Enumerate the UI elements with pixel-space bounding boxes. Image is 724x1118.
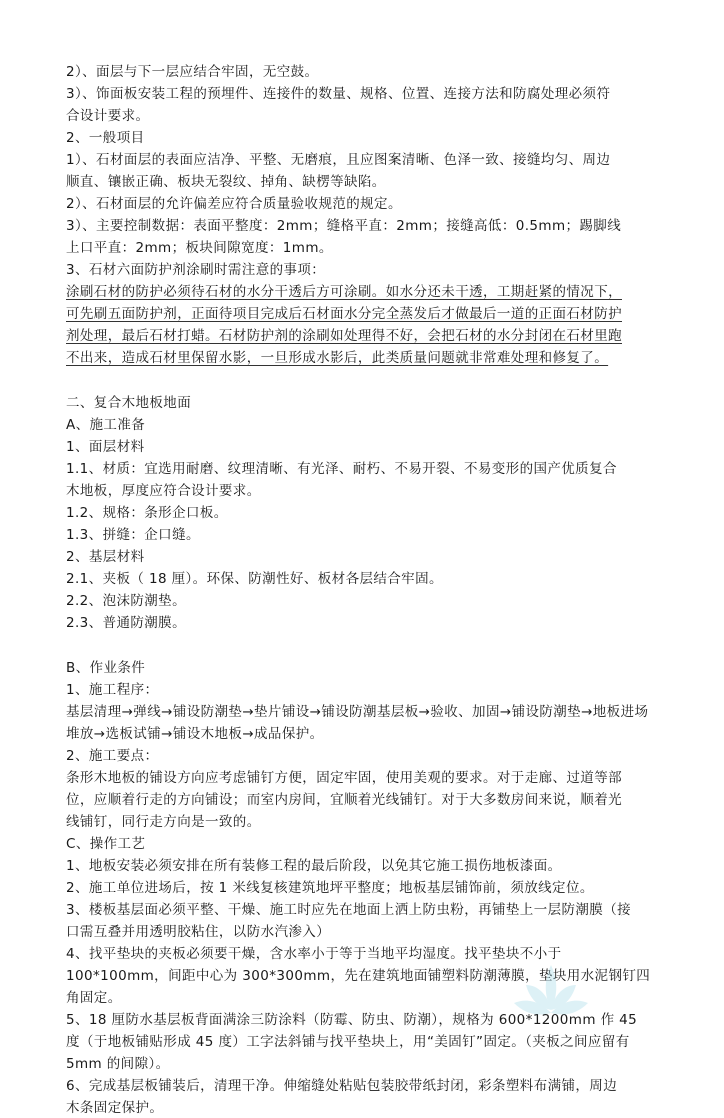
text-line: 3、楼板基层面必须平整、干燥、施工时应先在地面上洒上防虫粉，再铺垫上一层防潮膜（接 xyxy=(66,902,631,918)
text-line: 1、施工程序： xyxy=(66,682,159,698)
text-line: 可先刷五面防护剂，正面待项目完成后石材面水分完全蒸发后才做最后一道的正面石材防护 xyxy=(66,306,622,322)
text-line: 堆放→选板试铺→铺设木地板→成品保护。 xyxy=(66,726,324,742)
text-line: 涂刷石材的防护必须待石材的水分干透后方可涂刷。如水分还未干透，工期赶紧的情况下， xyxy=(66,284,622,300)
text-line: 5、18 厘防水基层板背面满涂三防涂料（防霉、防虫、防潮），规格为 600*1200mm 作 45 xyxy=(66,1012,638,1028)
text-line: 不出来，造成石材里保留水影，一旦形成水影后，此类质量问题就非常难处理和修复了。 xyxy=(66,350,609,366)
text-line: 2、一般项目 xyxy=(66,130,145,146)
text-line: 2、施工要点： xyxy=(66,748,159,764)
text-line: 1.2、规格：条形企口板。 xyxy=(66,505,228,521)
text-line: 3）、主要控制数据：表面平整度：2mm；缝格平直：2mm；接缝高低：0.5mm；踢脚线 xyxy=(66,218,622,234)
section-heading: 二、复合木地板地面 xyxy=(66,395,192,411)
text-line: 2.1、夹板（ 18 厘）。环保、防潮性好、板材各层结合牢固。 xyxy=(66,571,443,587)
section-heading: B、作业条件 xyxy=(66,660,146,676)
text-line: 2、基层材料 xyxy=(66,549,145,565)
text-line: C、操作工艺 xyxy=(66,836,146,852)
text-line: 1）、石材面层的表面应洁净、平整、无磨痕，且应图案清晰、色泽一致、接缝均匀、周边 xyxy=(66,152,611,168)
text-line: 5mm 的间隙）。 xyxy=(66,1056,170,1072)
text-line: 顺直、镶嵌正确、板块无裂纹、掉角、缺楞等缺陷。 xyxy=(66,174,386,190)
text-line: 3）、饰面板安装工程的预埋件、连接件的数量、规格、位置、连接方法和防腐处理必须符 xyxy=(66,86,611,102)
text-line: 2.3、普通防潮膜。 xyxy=(66,615,186,631)
text-line: 2）、石材面层的允许偏差应符合质量验收规范的规定。 xyxy=(66,196,402,212)
text-line: 角固定。 xyxy=(66,990,122,1006)
text-line: 剂处理，最后石材打蜡。石材防护剂的涂刷如处理得不好，会把石材的水分封闭在石材里跑 xyxy=(66,328,622,344)
text-line: 线铺钉，同行走方向是一致的。 xyxy=(66,814,261,830)
text-line: 基层清理→弹线→铺设防潮垫→垫片铺设→铺设防潮基层板→验收、加固→铺设防潮垫→地板进场 xyxy=(66,704,649,720)
text-line: 木地板，厚度应符合设计要求。 xyxy=(66,483,261,499)
text-line: 度（于地板铺贴形成 45 度）工字法斜铺与找平垫块上，用“美固钉”固定。（夹板之间应留有 xyxy=(66,1034,630,1050)
text-line: 1、地板安装必须安排在所有装修工程的最后阶段，以免其它施工损伤地板漆面。 xyxy=(66,858,562,874)
text-line: 2.2、泡沫防潮垫。 xyxy=(66,593,186,609)
text-line: 1.1、材质：宜选用耐磨、纹理清晰、有光泽、耐朽、不易开裂、不易变形的国产优质复合 xyxy=(66,461,617,477)
text-line: 口需互叠并用透明胶粘住，以防水汽渗入） xyxy=(66,924,331,940)
text-line: 条形木地板的铺设方向应考虑铺钉方便，固定牢固，使用美观的要求。对于走廊、过道等部 xyxy=(66,770,622,786)
text-line: A、施工准备 xyxy=(66,417,146,433)
text-line: 2、施工单位进场后，按 1 米线复核建筑地坪平整度；地板基层铺饰前，须放线定位。 xyxy=(66,880,594,896)
text-line: 1.3、拼缝：企口缝。 xyxy=(66,527,200,543)
text-line: 2）、面层与下一层应结合牢固，无空鼓。 xyxy=(66,64,319,80)
watermark-logo-icon xyxy=(506,955,596,1025)
text-line: 木条固定保护。 xyxy=(66,1100,164,1116)
text-line: 位，应顺着行走的方向铺设；而室内房间，宜顺着光线铺钉。对于大多数房间来说，顺着光 xyxy=(66,792,622,808)
text-line: 合设计要求。 xyxy=(66,108,150,124)
text-line: 100*100mm，间距中心为 300*300mm，先在建筑地面铺塑料防潮薄膜，垫块用水泥钢钉四 xyxy=(66,968,651,984)
text-line: 6、完成基层板铺装后，清理干净。伸缩缝处粘贴包装胶带纸封闭，彩条塑料布满铺，周边 xyxy=(66,1078,618,1094)
text-line: 4、找平垫块的夹板必须要干燥，含水率小于等于当地平均湿度。找平垫块不小于 xyxy=(66,946,562,962)
text-line: 1、面层材料 xyxy=(66,439,145,455)
text-line: 3、石材六面防护剂涂刷时需注意的事项： xyxy=(66,262,326,278)
text-line: 上口平直：2mm；板块间隙宽度：1mm。 xyxy=(66,240,333,256)
